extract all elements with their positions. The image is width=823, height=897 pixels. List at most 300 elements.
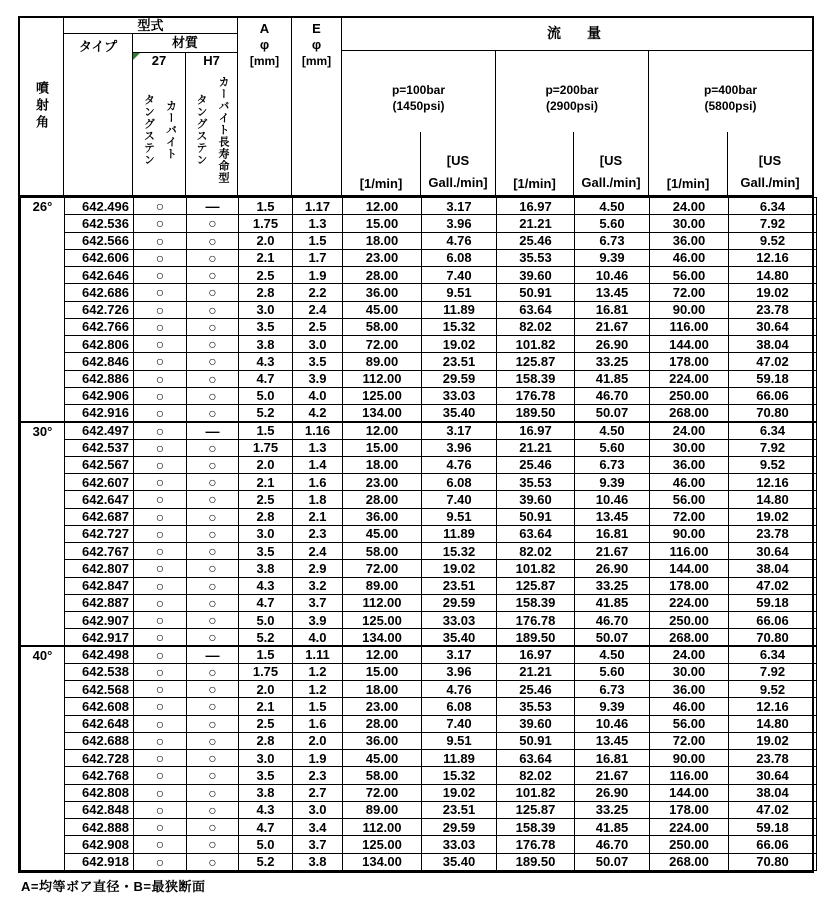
p200-lmin-cell: 101.82 [497, 560, 575, 577]
p400-lmin-cell: 268.00 [650, 853, 729, 870]
pressure-100bar-bar: p=100bar [391, 82, 446, 97]
p100-usgal-cell: 4.76 [422, 456, 497, 473]
a-mm-cell: 3.0 [239, 750, 293, 767]
p400-lmin-cell: 144.00 [650, 336, 729, 353]
table-row [21, 801, 817, 818]
bore-a-header-cell [238, 18, 292, 195]
data-table [20, 197, 817, 871]
pressure-400bar-bar: p=400bar [703, 82, 758, 97]
model-cell: 642.567 [65, 456, 134, 473]
pressure-group-100bar [342, 51, 496, 195]
a-mm-cell: 1.5 [239, 422, 293, 439]
material-h7-desc-line1: タングステン [195, 93, 207, 166]
mat-h7-cell: ○ [187, 732, 239, 749]
p200-usgal-cell: 16.81 [575, 750, 650, 767]
mat-27-cell: ○ [134, 681, 187, 698]
p100-lmin-cell: 112.00 [343, 370, 422, 387]
a-mm-cell: 5.0 [239, 836, 293, 853]
pressure-100bar-psi: (1450psi) [392, 98, 445, 113]
unit-usgal-line1: [US [446, 153, 470, 168]
table-row [21, 594, 817, 611]
p400-lmin-cell: 116.00 [650, 318, 729, 335]
angle-section [21, 422, 817, 646]
p200-lmin-cell: 158.39 [497, 370, 575, 387]
p100-lmin-cell: 36.00 [343, 732, 422, 749]
spray-angle-cell: 40° [21, 646, 65, 870]
nozzle-spec-table [18, 16, 814, 873]
model-cell: 642.848 [65, 801, 134, 818]
p400-lmin-cell: 90.00 [650, 525, 729, 542]
p100-lmin-cell: 15.00 [343, 663, 422, 680]
p100-usgal-cell: 33.03 [422, 612, 497, 629]
mat-27-cell: ○ [134, 784, 187, 801]
p100-usgal-cell: 35.40 [422, 629, 497, 646]
p200-lmin-cell: 82.02 [497, 767, 575, 784]
table-header [20, 18, 812, 197]
p100-lmin-cell: 125.00 [343, 612, 422, 629]
p400-usgal-cell: 9.52 [729, 232, 817, 249]
a-mm-cell: 3.0 [239, 525, 293, 542]
p100-lmin-cell: 45.00 [343, 750, 422, 767]
model-cell: 642.806 [65, 336, 134, 353]
mat-h7-cell: ○ [187, 784, 239, 801]
model-cell: 642.728 [65, 750, 134, 767]
p400-usgal-cell: 14.80 [729, 715, 817, 732]
spray-angle-label: 噴射角 [34, 81, 49, 132]
table-row [21, 439, 817, 456]
a-mm-cell: 2.8 [239, 508, 293, 525]
p100-lmin-cell: 12.00 [343, 198, 422, 215]
mat-27-cell: ○ [134, 698, 187, 715]
table-row [21, 698, 817, 715]
table-row [21, 732, 817, 749]
mat-27-cell: ○ [134, 405, 187, 422]
mat-27-cell: ○ [134, 594, 187, 611]
p200-lmin-cell: 16.97 [497, 646, 575, 663]
a-mm-cell: 5.0 [239, 612, 293, 629]
e-mm-cell: 1.9 [293, 267, 343, 284]
table-row [21, 387, 817, 404]
spray-angle-header-cell [20, 18, 64, 195]
p200-usgal-cell: 41.85 [575, 819, 650, 836]
mat-27-cell: ○ [134, 560, 187, 577]
mat-h7-cell: ○ [187, 370, 239, 387]
model-cell: 642.908 [65, 836, 134, 853]
p200-lmin-cell: 101.82 [497, 336, 575, 353]
model-cell: 642.768 [65, 767, 134, 784]
p100-lmin-cell: 36.00 [343, 284, 422, 301]
p200-usgal-cell: 13.45 [575, 284, 650, 301]
mat-h7-cell: ○ [187, 525, 239, 542]
p400-usgal-cell: 47.02 [729, 577, 817, 594]
p200-usgal-cell: 21.67 [575, 318, 650, 335]
mat-27-cell: ○ [134, 267, 187, 284]
mat-27-cell: ○ [134, 715, 187, 732]
a-mm-cell: 5.2 [239, 853, 293, 870]
p100-lmin-cell: 28.00 [343, 715, 422, 732]
e-mm-cell: 2.2 [293, 284, 343, 301]
e-mm-cell: 1.6 [293, 474, 343, 491]
model-label: 型式 [64, 18, 237, 34]
a-mm-cell: 3.8 [239, 560, 293, 577]
p100-lmin-cell: 23.00 [343, 474, 422, 491]
mat-h7-cell: ○ [187, 750, 239, 767]
table-row [21, 577, 817, 594]
pressure-200bar-label [496, 51, 648, 132]
p400-lmin-cell: 116.00 [650, 543, 729, 560]
p100-lmin-cell: 112.00 [343, 594, 422, 611]
p200-usgal-cell: 50.07 [575, 629, 650, 646]
p400-lmin-cell: 30.00 [650, 215, 729, 232]
a-mm-cell: 2.1 [239, 474, 293, 491]
p100-usgal-cell: 3.96 [422, 215, 497, 232]
p400-lmin-cell: 36.00 [650, 681, 729, 698]
p400-usgal-cell: 9.52 [729, 456, 817, 473]
p400-usgal-cell: 14.80 [729, 267, 817, 284]
p100-lmin-cell: 134.00 [343, 853, 422, 870]
table-row [21, 543, 817, 560]
p200-lmin-cell: 35.53 [497, 249, 575, 266]
mat-27-cell: ○ [134, 370, 187, 387]
p200-usgal-cell: 33.25 [575, 801, 650, 818]
mat-h7-cell: ○ [187, 405, 239, 422]
p200-usgal-cell: 10.46 [575, 715, 650, 732]
p100-lmin-cell: 125.00 [343, 836, 422, 853]
mat-27-cell: ○ [134, 543, 187, 560]
p100-lmin-cell: 18.00 [343, 232, 422, 249]
material-label: 材質 [133, 34, 237, 53]
p200-usgal-cell: 10.46 [575, 267, 650, 284]
e-mm-cell: 3.4 [293, 819, 343, 836]
e-mm-cell: 2.0 [293, 732, 343, 749]
mat-27-cell: ○ [134, 646, 187, 663]
material-h7-cell [186, 53, 237, 195]
p100-lmin-cell: 23.00 [343, 249, 422, 266]
p200-usgal-cell: 9.39 [575, 698, 650, 715]
model-cell: 642.888 [65, 819, 134, 836]
p200-lmin-cell: 35.53 [497, 698, 575, 715]
p200-lmin-cell: 39.60 [497, 715, 575, 732]
p200-usgal-cell: 26.90 [575, 784, 650, 801]
table-row [21, 370, 817, 387]
p400-lmin-cell: 24.00 [650, 646, 729, 663]
p200-usgal-cell: 13.45 [575, 508, 650, 525]
p400-lmin-cell: 24.00 [650, 422, 729, 439]
model-cell: 642.907 [65, 612, 134, 629]
mat-h7-cell: ○ [187, 301, 239, 318]
model-cell: 642.688 [65, 732, 134, 749]
mat-27-cell: ○ [134, 301, 187, 318]
p100-usgal-cell: 4.76 [422, 232, 497, 249]
mat-27-cell: ○ [134, 767, 187, 784]
p400-usgal-cell: 38.04 [729, 336, 817, 353]
p200-lmin-cell: 63.64 [497, 750, 575, 767]
p400-usgal-cell: 7.92 [729, 439, 817, 456]
p400-lmin-cell: 72.00 [650, 508, 729, 525]
p200-lmin-cell: 16.97 [497, 198, 575, 215]
mat-27-cell: ○ [134, 853, 187, 870]
p200-lmin-cell: 25.46 [497, 232, 575, 249]
p400-lmin-cell: 268.00 [650, 629, 729, 646]
unit-lmin-label: [1/min] [342, 132, 421, 195]
p400-usgal-cell: 47.02 [729, 353, 817, 370]
p100-usgal-cell: 9.51 [422, 508, 497, 525]
p400-lmin-cell: 250.00 [650, 387, 729, 404]
p100-lmin-cell: 18.00 [343, 456, 422, 473]
p200-usgal-cell: 33.25 [575, 577, 650, 594]
e-mm-cell: 3.7 [293, 594, 343, 611]
p200-lmin-cell: 176.78 [497, 836, 575, 853]
p200-lmin-cell: 176.78 [497, 612, 575, 629]
e-mm-cell: 2.3 [293, 767, 343, 784]
p400-usgal-cell: 23.78 [729, 525, 817, 542]
e-mm-cell: 2.3 [293, 525, 343, 542]
mat-h7-cell: ○ [187, 387, 239, 404]
pressure-400bar-units [649, 132, 812, 195]
p200-usgal-cell: 33.25 [575, 353, 650, 370]
a-mm-cell: 1.75 [239, 439, 293, 456]
a-mm-cell: 2.1 [239, 698, 293, 715]
p400-usgal-cell: 38.04 [729, 784, 817, 801]
table-row [21, 663, 817, 680]
pressure-400bar-psi: (5800psi) [704, 98, 757, 113]
p200-lmin-cell: 25.46 [497, 681, 575, 698]
pressure-group-200bar [496, 51, 649, 195]
model-cell: 642.766 [65, 318, 134, 335]
p400-usgal-cell: 23.78 [729, 750, 817, 767]
p100-usgal-cell: 19.02 [422, 560, 497, 577]
model-cell: 642.847 [65, 577, 134, 594]
p100-usgal-cell: 15.32 [422, 318, 497, 335]
mat-27-cell: ○ [134, 215, 187, 232]
model-cell: 642.648 [65, 715, 134, 732]
mat-27-cell: ○ [134, 232, 187, 249]
p400-lmin-cell: 178.00 [650, 353, 729, 370]
mat-h7-cell: ○ [187, 698, 239, 715]
e-mm-cell: 2.5 [293, 318, 343, 335]
p100-usgal-cell: 6.08 [422, 249, 497, 266]
e-mm-cell: 3.0 [293, 801, 343, 818]
p400-usgal-cell: 30.64 [729, 767, 817, 784]
p200-lmin-cell: 39.60 [497, 267, 575, 284]
p100-lmin-cell: 58.00 [343, 767, 422, 784]
a-mm-cell: 2.0 [239, 681, 293, 698]
p100-usgal-cell: 29.59 [422, 370, 497, 387]
material-27-desc-line2: カーバイト [164, 99, 177, 160]
table-row [21, 267, 817, 284]
flow-header-group [342, 18, 812, 195]
mat-h7-cell: — [187, 646, 239, 663]
p100-usgal-cell: 11.89 [422, 301, 497, 318]
p400-usgal-cell: 47.02 [729, 801, 817, 818]
model-cell: 642.807 [65, 560, 134, 577]
table-row [21, 336, 817, 353]
flow-label: 流 量 [342, 18, 812, 51]
p100-lmin-cell: 89.00 [343, 801, 422, 818]
p400-usgal-cell: 19.02 [729, 284, 817, 301]
model-header-group [64, 18, 238, 195]
model-cell: 642.607 [65, 474, 134, 491]
p100-usgal-cell: 3.17 [422, 422, 497, 439]
p100-lmin-cell: 112.00 [343, 819, 422, 836]
p400-lmin-cell: 116.00 [650, 767, 729, 784]
p100-usgal-cell: 35.40 [422, 405, 497, 422]
mat-h7-cell: ○ [187, 612, 239, 629]
unit-lmin-label: [1/min] [649, 132, 728, 195]
e-mm-cell: 1.5 [293, 232, 343, 249]
p200-usgal-cell: 46.70 [575, 612, 650, 629]
a-mm-cell: 3.8 [239, 784, 293, 801]
spray-angle-cell: 26° [21, 198, 65, 422]
mat-h7-cell: ○ [187, 474, 239, 491]
a-mm-cell: 4.3 [239, 353, 293, 370]
p100-lmin-cell: 23.00 [343, 698, 422, 715]
table-row [21, 301, 817, 318]
mat-27-cell: ○ [134, 198, 187, 215]
e-mm-cell: 2.1 [293, 508, 343, 525]
p200-lmin-cell: 21.21 [497, 215, 575, 232]
table-row [21, 612, 817, 629]
p100-lmin-cell: 36.00 [343, 508, 422, 525]
p400-usgal-cell: 70.80 [729, 853, 817, 870]
p200-usgal-cell: 50.07 [575, 405, 650, 422]
model-cell: 642.727 [65, 525, 134, 542]
e-mm-cell: 4.0 [293, 387, 343, 404]
p200-lmin-cell: 63.64 [497, 301, 575, 318]
mat-h7-cell: ○ [187, 491, 239, 508]
table-row [21, 318, 817, 335]
p100-lmin-cell: 134.00 [343, 629, 422, 646]
mat-h7-cell: — [187, 198, 239, 215]
p100-usgal-cell: 33.03 [422, 387, 497, 404]
p100-usgal-cell: 23.51 [422, 577, 497, 594]
p200-lmin-cell: 50.91 [497, 508, 575, 525]
p100-lmin-cell: 28.00 [343, 267, 422, 284]
e-mm-cell: 2.7 [293, 784, 343, 801]
p200-usgal-cell: 26.90 [575, 560, 650, 577]
e-mm-cell: 1.4 [293, 456, 343, 473]
bore-a-phi: φ [259, 37, 270, 52]
e-mm-cell: 3.8 [293, 853, 343, 870]
pressure-100bar-units [342, 132, 495, 195]
e-mm-cell: 3.0 [293, 336, 343, 353]
p200-usgal-cell: 41.85 [575, 594, 650, 611]
p200-lmin-cell: 125.87 [497, 577, 575, 594]
p100-usgal-cell: 19.02 [422, 336, 497, 353]
p100-usgal-cell: 33.03 [422, 836, 497, 853]
a-mm-cell: 2.5 [239, 267, 293, 284]
a-mm-cell: 4.3 [239, 577, 293, 594]
p100-lmin-cell: 125.00 [343, 387, 422, 404]
model-cell: 642.767 [65, 543, 134, 560]
p400-lmin-cell: 24.00 [650, 198, 729, 215]
p100-usgal-cell: 29.59 [422, 819, 497, 836]
p200-lmin-cell: 189.50 [497, 629, 575, 646]
mat-h7-cell: ○ [187, 715, 239, 732]
p100-lmin-cell: 89.00 [343, 353, 422, 370]
p100-lmin-cell: 18.00 [343, 681, 422, 698]
p200-usgal-cell: 6.73 [575, 456, 650, 473]
p400-lmin-cell: 36.00 [650, 456, 729, 473]
p200-usgal-cell: 9.39 [575, 474, 650, 491]
p400-lmin-cell: 144.00 [650, 560, 729, 577]
unit-usgal-label [574, 132, 648, 195]
e-mm-cell: 1.17 [293, 198, 343, 215]
table-row [21, 284, 817, 301]
p400-usgal-cell: 66.06 [729, 612, 817, 629]
p100-lmin-cell: 12.00 [343, 646, 422, 663]
table-row [21, 456, 817, 473]
p400-lmin-cell: 268.00 [650, 405, 729, 422]
unit-usgal-line2: Gall./min] [740, 175, 800, 190]
table-row [21, 767, 817, 784]
mat-h7-cell: ○ [187, 232, 239, 249]
material-subrow [133, 53, 237, 195]
mat-27-cell: ○ [134, 249, 187, 266]
model-cell: 642.887 [65, 594, 134, 611]
mat-27-cell: ○ [134, 819, 187, 836]
table-row [21, 853, 817, 870]
model-cell: 642.568 [65, 681, 134, 698]
p400-lmin-cell: 224.00 [650, 594, 729, 611]
table-row [21, 198, 817, 215]
material-27-cell [133, 53, 186, 195]
table-row [21, 353, 817, 370]
e-mm-cell: 2.4 [293, 543, 343, 560]
material-h7-code: H7 [203, 53, 220, 68]
p200-lmin-cell: 63.64 [497, 525, 575, 542]
p100-usgal-cell: 6.08 [422, 474, 497, 491]
model-cell: 642.536 [65, 215, 134, 232]
mat-27-cell: ○ [134, 284, 187, 301]
p400-usgal-cell: 70.80 [729, 629, 817, 646]
e-mm-cell: 1.16 [293, 422, 343, 439]
material-h7-desc-line2: カーバイト長寿命型 [217, 75, 229, 184]
table-row [21, 715, 817, 732]
p100-usgal-cell: 3.96 [422, 663, 497, 680]
p100-lmin-cell: 12.00 [343, 422, 422, 439]
p400-usgal-cell: 59.18 [729, 370, 817, 387]
p400-lmin-cell: 224.00 [650, 819, 729, 836]
p400-usgal-cell: 14.80 [729, 491, 817, 508]
p100-usgal-cell: 9.51 [422, 732, 497, 749]
table-row [21, 836, 817, 853]
p400-lmin-cell: 30.00 [650, 663, 729, 680]
a-mm-cell: 1.5 [239, 646, 293, 663]
p100-usgal-cell: 23.51 [422, 353, 497, 370]
p200-usgal-cell: 5.60 [575, 439, 650, 456]
mat-h7-cell: ○ [187, 543, 239, 560]
p200-lmin-cell: 50.91 [497, 284, 575, 301]
p400-lmin-cell: 46.00 [650, 249, 729, 266]
p100-usgal-cell: 3.17 [422, 198, 497, 215]
p200-usgal-cell: 41.85 [575, 370, 650, 387]
p200-lmin-cell: 25.46 [497, 456, 575, 473]
e-mm-cell: 1.8 [293, 491, 343, 508]
model-cell: 642.566 [65, 232, 134, 249]
p400-usgal-cell: 12.16 [729, 474, 817, 491]
p100-usgal-cell: 11.89 [422, 525, 497, 542]
p200-usgal-cell: 13.45 [575, 732, 650, 749]
unit-usgal-label [421, 132, 495, 195]
mat-h7-cell: ○ [187, 249, 239, 266]
e-mm-cell: 3.9 [293, 612, 343, 629]
p200-lmin-cell: 35.53 [497, 474, 575, 491]
p400-usgal-cell: 6.34 [729, 646, 817, 663]
type-label: タイプ [64, 34, 133, 195]
table-row [21, 646, 817, 663]
a-mm-cell: 2.5 [239, 491, 293, 508]
